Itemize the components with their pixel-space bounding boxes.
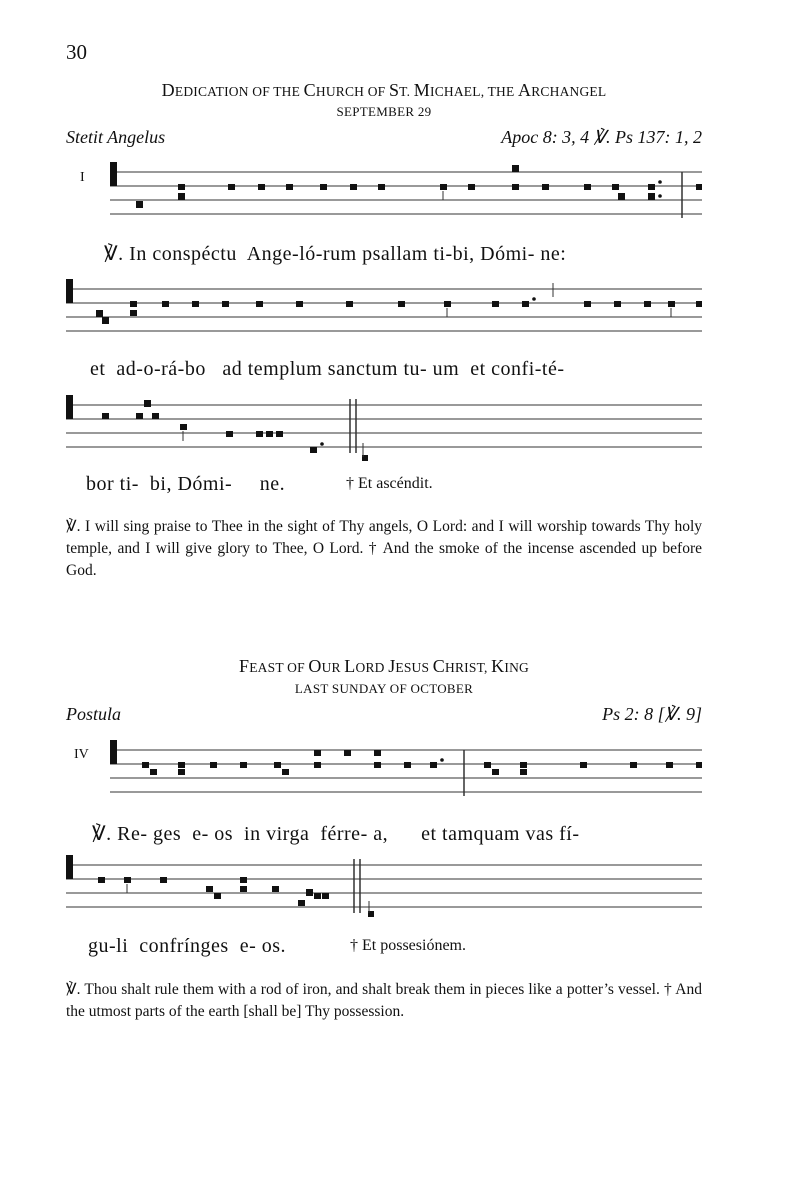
chant2-staff-2 bbox=[0, 853, 800, 933]
chant2-incipit: Postula bbox=[66, 704, 122, 724]
chant2-cue: † Et possesiónem. bbox=[350, 937, 466, 954]
c-clef-icon bbox=[110, 740, 117, 764]
chant1-cue: † Et ascéndit. bbox=[346, 475, 433, 492]
chant1-staff-3 bbox=[0, 393, 800, 473]
chant2-lyric-line-1: ℣. Re- ges e- os in virga férre- a, et tamquam vas fí- bbox=[92, 823, 580, 845]
chant2-date: LAST SUNDAY OF OCTOBER bbox=[294, 681, 474, 696]
chant1-title: DEDICATION OF THE CHURCH OF ST. MICHAEL, THE ARCHANGEL bbox=[161, 80, 607, 100]
chant1-lyric-line-1: ℣. In conspéctu Ange-ló-rum psallam ti-bi, Dómi- ne: bbox=[104, 243, 567, 265]
chant2-translation: ℣. Thou shalt rule them with a rod of iron, and shalt break them in pieces like a potter’s vessel. † And the utmost parts of the earth [shall be] Thy possession. bbox=[66, 981, 702, 1020]
chant1-staff-2 bbox=[0, 277, 800, 347]
page-number: 30 bbox=[66, 40, 87, 64]
chant2-staff-1 bbox=[0, 738, 800, 808]
chant2-mode: IV bbox=[74, 747, 89, 762]
chant2-lyric-line-2: gu-li confrínges e- os. bbox=[88, 935, 287, 957]
chant2-title: FEAST OF OUR LORD JESUS CHRIST, KING bbox=[239, 656, 529, 676]
chant1-reference: Apoc 8: 3, 4 ℣. Ps 137: 1, 2 bbox=[501, 127, 702, 147]
c-clef-icon bbox=[66, 395, 73, 419]
chant1-translation: ℣. I will sing praise to Thee in the sight of Thy angels, O Lord: and I will worship towards Thy holy temple, and I will give glory to Thee, O Lord. † And the smoke of the incense ascended up before God. bbox=[66, 518, 702, 579]
c-clef-icon bbox=[66, 279, 73, 303]
chant1-date: SEPTEMBER 29 bbox=[336, 104, 432, 119]
chant1-mode: I bbox=[80, 170, 85, 185]
chant2-reference: Ps 2: 8 [℣. 9] bbox=[602, 704, 702, 724]
chant1-lyric-line-3: bor ti- bi, Dómi- ne. bbox=[86, 473, 286, 495]
chant1-incipit: Stetit Angelus bbox=[66, 127, 166, 147]
chant1-lyric-line-2: et ad-o-rá-bo ad templum sanctum tu- um et confi-té- bbox=[90, 358, 565, 380]
c-clef-icon bbox=[66, 855, 73, 879]
chant1-staff-1 bbox=[0, 160, 800, 230]
c-clef-icon bbox=[110, 162, 117, 186]
